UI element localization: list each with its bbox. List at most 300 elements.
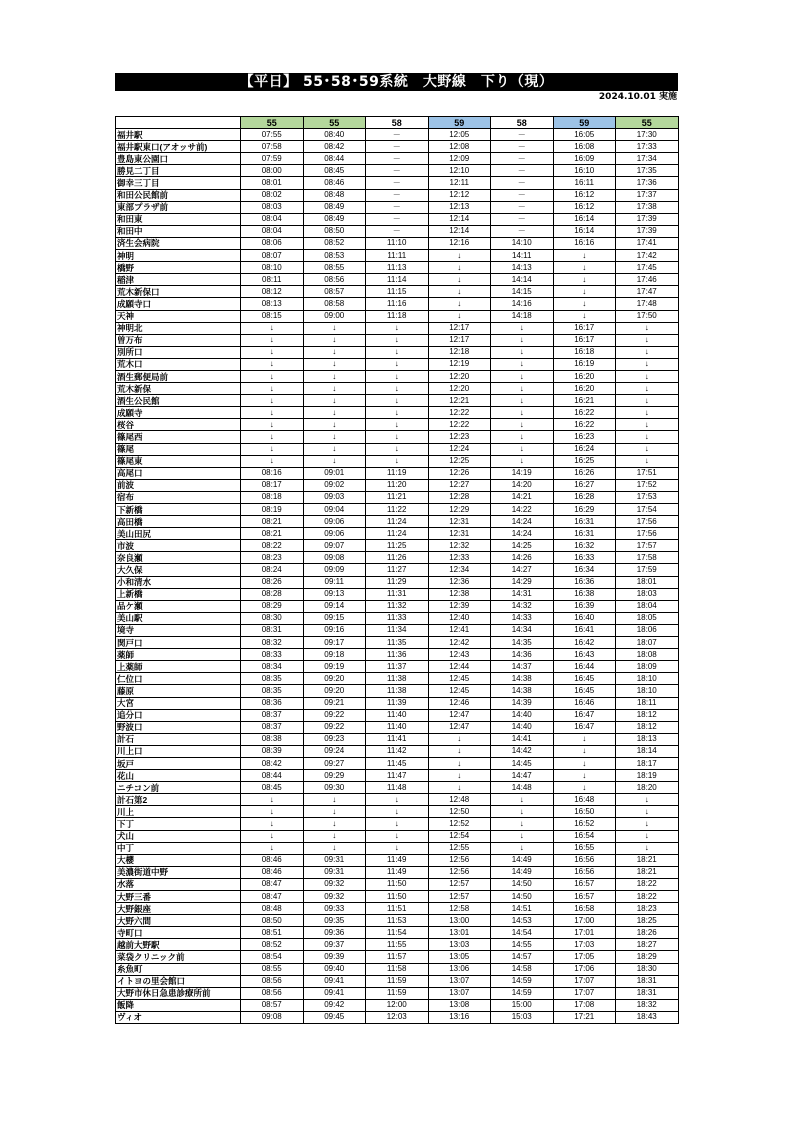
table-row	[116, 310, 679, 322]
stop-name: 和田公民館前	[116, 189, 241, 201]
departure-time: ↓	[366, 806, 429, 818]
departure-time: 08:19	[241, 504, 304, 516]
departure-time: 18:27	[616, 939, 679, 951]
table-row	[116, 407, 679, 419]
stop-name: ニチコン前	[116, 782, 241, 794]
departure-time: 14:11	[491, 250, 554, 262]
departure-time: 09:01	[303, 467, 366, 479]
departure-time: －	[366, 177, 429, 189]
departure-time: ↓	[616, 818, 679, 830]
departure-time: 07:59	[241, 153, 304, 165]
stop-name: 関戸口	[116, 637, 241, 649]
departure-time: 16:39	[553, 600, 616, 612]
table-row	[116, 250, 679, 262]
table-row	[116, 987, 679, 999]
table-row	[116, 153, 679, 165]
departure-time: 14:32	[491, 600, 554, 612]
departure-time: ↓	[616, 383, 679, 395]
departure-time: 17:42	[616, 250, 679, 262]
departure-time: 17:41	[616, 237, 679, 249]
departure-time: ↓	[241, 794, 304, 806]
departure-time: ↓	[491, 431, 554, 443]
departure-time: 12:41	[428, 624, 491, 636]
departure-time: 12:52	[428, 818, 491, 830]
stop-name: 犬山	[116, 830, 241, 842]
departure-time: ↓	[366, 455, 429, 467]
departure-time: 09:40	[303, 963, 366, 975]
departure-time: 12:43	[428, 649, 491, 661]
departure-time: 08:52	[241, 939, 304, 951]
departure-time: －	[491, 153, 554, 165]
departure-time: ↓	[491, 358, 554, 370]
stop-name: 大宮	[116, 697, 241, 709]
departure-time: 12:55	[428, 842, 491, 854]
departure-time: ↓	[491, 443, 554, 455]
table-row	[116, 479, 679, 491]
table-row	[116, 915, 679, 927]
departure-time: 12:47	[428, 709, 491, 721]
departure-time: 09:41	[303, 987, 366, 999]
departure-time: 09:18	[303, 649, 366, 661]
departure-time: 17:39	[616, 225, 679, 237]
departure-time: ↓	[366, 794, 429, 806]
departure-time: ↓	[303, 395, 366, 407]
table-row	[116, 951, 679, 963]
departure-time: 17:52	[616, 479, 679, 491]
stop-name: 下新橋	[116, 504, 241, 516]
departure-time: 13:16	[428, 1011, 491, 1023]
departure-time: 12:31	[428, 516, 491, 528]
departure-time: 12:36	[428, 576, 491, 588]
departure-time: 18:25	[616, 915, 679, 927]
departure-time: 08:49	[303, 201, 366, 213]
departure-time: ↓	[428, 733, 491, 745]
departure-time: 17:03	[553, 939, 616, 951]
departure-time: 12:22	[428, 419, 491, 431]
departure-time: 11:53	[366, 915, 429, 927]
departure-time: 18:30	[616, 963, 679, 975]
departure-time: 14:31	[491, 588, 554, 600]
departure-time: 17:21	[553, 1011, 616, 1023]
departure-time: 17:00	[553, 915, 616, 927]
table-row	[116, 963, 679, 975]
departure-time: 08:26	[241, 576, 304, 588]
departure-time: 08:37	[241, 709, 304, 721]
departure-time: 17:38	[616, 201, 679, 213]
departure-time: 11:21	[366, 491, 429, 503]
departure-time: 14:58	[491, 963, 554, 975]
departure-time: ↓	[491, 407, 554, 419]
departure-time: 14:59	[491, 975, 554, 987]
departure-time: 14:55	[491, 939, 554, 951]
departure-time: 09:03	[303, 491, 366, 503]
stop-name: 菜袋クリニック前	[116, 951, 241, 963]
departure-time: ↓	[553, 274, 616, 286]
departure-time: 11:42	[366, 745, 429, 757]
timetable-title: 【平日】 55･58･59系統 大野線 下り（現）	[115, 73, 678, 91]
table-row	[116, 624, 679, 636]
stop-name: 大櫻	[116, 854, 241, 866]
departure-time: 11:36	[366, 649, 429, 661]
departure-time: 12:46	[428, 697, 491, 709]
effective-date: 2024.10.01 実施	[598, 92, 677, 102]
stop-name: 上新橋	[116, 588, 241, 600]
departure-time: 08:42	[303, 141, 366, 153]
table-row	[116, 588, 679, 600]
departure-time: 09:06	[303, 528, 366, 540]
departure-time: 17:37	[616, 189, 679, 201]
stop-name: 小和清水	[116, 576, 241, 588]
departure-time: ↓	[366, 322, 429, 334]
departure-time: ↓	[303, 358, 366, 370]
departure-time: 16:58	[553, 903, 616, 915]
departure-time: 14:40	[491, 709, 554, 721]
departure-time: ↓	[616, 334, 679, 346]
departure-time: 14:53	[491, 915, 554, 927]
departure-time: 12:24	[428, 443, 491, 455]
departure-time: 08:56	[241, 975, 304, 987]
departure-time: ↓	[366, 431, 429, 443]
table-row	[116, 1011, 679, 1023]
departure-time: 08:50	[241, 915, 304, 927]
departure-time: 16:05	[553, 129, 616, 141]
table-row	[116, 685, 679, 697]
departure-time: 16:40	[553, 612, 616, 624]
departure-time: ↓	[616, 806, 679, 818]
departure-time: 12:34	[428, 564, 491, 576]
departure-time: ↓	[553, 310, 616, 322]
departure-time: ↓	[616, 358, 679, 370]
departure-time: 08:46	[303, 177, 366, 189]
departure-time: 12:22	[428, 407, 491, 419]
departure-time: 11:13	[366, 262, 429, 274]
table-row	[116, 709, 679, 721]
departure-time: ↓	[616, 842, 679, 854]
departure-time: 09:36	[303, 927, 366, 939]
table-row	[116, 504, 679, 516]
departure-time: 18:43	[616, 1011, 679, 1023]
departure-time: 16:17	[553, 322, 616, 334]
departure-time: ↓	[491, 370, 554, 382]
table-row	[116, 274, 679, 286]
departure-time: 12:11	[428, 177, 491, 189]
departure-time: 16:10	[553, 165, 616, 177]
departure-time: 16:20	[553, 370, 616, 382]
departure-time: 12:16	[428, 237, 491, 249]
departure-time: 18:13	[616, 733, 679, 745]
departure-time: 16:42	[553, 637, 616, 649]
departure-time: －	[491, 141, 554, 153]
departure-time: ↓	[366, 383, 429, 395]
departure-time: 09:08	[241, 1011, 304, 1023]
table-row	[116, 770, 679, 782]
departure-time: 11:29	[366, 576, 429, 588]
departure-time: 11:33	[366, 612, 429, 624]
departure-time: 12:05	[428, 129, 491, 141]
departure-time: 11:49	[366, 854, 429, 866]
departure-time: 18:08	[616, 649, 679, 661]
departure-time: 08:01	[241, 177, 304, 189]
departure-time: 12:00	[366, 999, 429, 1011]
departure-time: 17:05	[553, 951, 616, 963]
departure-time: 16:28	[553, 491, 616, 503]
departure-time: ↓	[366, 358, 429, 370]
departure-time: 09:19	[303, 661, 366, 673]
departure-time: 08:35	[241, 685, 304, 697]
departure-time: ↓	[303, 431, 366, 443]
departure-time: 08:45	[303, 165, 366, 177]
departure-time: ↓	[241, 806, 304, 818]
stop-name: 橋野	[116, 262, 241, 274]
departure-time: 08:24	[241, 564, 304, 576]
departure-time: 08:48	[303, 189, 366, 201]
stop-name: 大野銀座	[116, 903, 241, 915]
departure-time: 17:59	[616, 564, 679, 576]
departure-time: 08:12	[241, 286, 304, 298]
departure-time: ↓	[616, 370, 679, 382]
departure-time: 08:34	[241, 661, 304, 673]
departure-time: 18:26	[616, 927, 679, 939]
table-row	[116, 697, 679, 709]
departure-time: 14:21	[491, 491, 554, 503]
departure-time: 14:24	[491, 516, 554, 528]
departure-time: 16:57	[553, 891, 616, 903]
departure-time: 08:56	[241, 987, 304, 999]
departure-time: 08:50	[303, 225, 366, 237]
departure-time: ↓	[491, 346, 554, 358]
departure-time: ↓	[553, 262, 616, 274]
stop-name: 高尾口	[116, 467, 241, 479]
departure-time: ↓	[241, 383, 304, 395]
departure-time: 11:40	[366, 709, 429, 721]
departure-time: 14:36	[491, 649, 554, 661]
departure-time: 12:09	[428, 153, 491, 165]
departure-time: 11:39	[366, 697, 429, 709]
table-row	[116, 600, 679, 612]
departure-time: 16:18	[553, 346, 616, 358]
departure-time: 09:00	[303, 310, 366, 322]
departure-time: 17:46	[616, 274, 679, 286]
stop-name: 和田中	[116, 225, 241, 237]
departure-time: 16:22	[553, 419, 616, 431]
departure-time: 14:54	[491, 927, 554, 939]
departure-time: ↓	[241, 334, 304, 346]
stop-name: 曽万布	[116, 334, 241, 346]
departure-time: ↓	[366, 419, 429, 431]
departure-time: ↓	[241, 358, 304, 370]
departure-time: 09:06	[303, 516, 366, 528]
departure-time: ↓	[303, 370, 366, 382]
departure-time: 08:57	[241, 999, 304, 1011]
stop-name: 荒木口	[116, 358, 241, 370]
departure-time: 16:08	[553, 141, 616, 153]
departure-time: 09:22	[303, 721, 366, 733]
stop-name: 境寺	[116, 624, 241, 636]
departure-time: ↓	[303, 407, 366, 419]
departure-time: 12:31	[428, 528, 491, 540]
departure-time: 16:25	[553, 455, 616, 467]
departure-time: 08:44	[303, 153, 366, 165]
departure-time: 09:31	[303, 866, 366, 878]
table-row	[116, 903, 679, 915]
departure-time: ↓	[491, 455, 554, 467]
departure-time: 08:44	[241, 770, 304, 782]
departure-time: 08:56	[303, 274, 366, 286]
table-row	[116, 927, 679, 939]
departure-time: ↓	[241, 455, 304, 467]
departure-time: 16:38	[553, 588, 616, 600]
departure-time: ↓	[428, 298, 491, 310]
departure-time: 09:21	[303, 697, 366, 709]
departure-time: 17:53	[616, 491, 679, 503]
stop-name: 荒木新保口	[116, 286, 241, 298]
stop-name: 坂戸	[116, 757, 241, 769]
departure-time: 08:37	[241, 721, 304, 733]
departure-time: 12:14	[428, 213, 491, 225]
departure-time: 17:45	[616, 262, 679, 274]
stop-name: 豊島東公園口	[116, 153, 241, 165]
departure-time: 12:14	[428, 225, 491, 237]
departure-time: ↓	[491, 383, 554, 395]
route-number-header: 59	[428, 117, 491, 129]
departure-time: 12:18	[428, 346, 491, 358]
departure-time: 12:25	[428, 455, 491, 467]
table-row	[116, 419, 679, 431]
departure-time: ↓	[366, 407, 429, 419]
departure-time: 09:16	[303, 624, 366, 636]
departure-time: 11:48	[366, 782, 429, 794]
departure-time: 12:17	[428, 322, 491, 334]
departure-time: 16:12	[553, 189, 616, 201]
departure-time: 12:57	[428, 878, 491, 890]
departure-time: －	[366, 189, 429, 201]
departure-time: 09:13	[303, 588, 366, 600]
departure-time: 17:50	[616, 310, 679, 322]
departure-time: 18:31	[616, 975, 679, 987]
stop-name: 上薬師	[116, 661, 241, 673]
table-row	[116, 129, 679, 141]
departure-time: 16:21	[553, 395, 616, 407]
departure-time: 14:38	[491, 673, 554, 685]
stop-name: 成願寺	[116, 407, 241, 419]
stop-column-header	[116, 117, 241, 129]
departure-time: 17:07	[553, 987, 616, 999]
departure-time: 13:07	[428, 975, 491, 987]
departure-time: 08:30	[241, 612, 304, 624]
departure-time: 17:33	[616, 141, 679, 153]
departure-time: 18:10	[616, 673, 679, 685]
departure-time: 16:56	[553, 866, 616, 878]
departure-time: 11:51	[366, 903, 429, 915]
departure-time: 09:35	[303, 915, 366, 927]
stop-name: 大久保	[116, 564, 241, 576]
departure-time: 08:51	[241, 927, 304, 939]
departure-time: 14:25	[491, 540, 554, 552]
departure-time: 11:26	[366, 552, 429, 564]
departure-time: ↓	[616, 407, 679, 419]
departure-time: 11:58	[366, 963, 429, 975]
departure-time: 16:45	[553, 673, 616, 685]
departure-time: 12:33	[428, 552, 491, 564]
departure-time: 08:38	[241, 733, 304, 745]
departure-time: 09:27	[303, 757, 366, 769]
departure-time: 17:58	[616, 552, 679, 564]
stop-name: 中丁	[116, 842, 241, 854]
departure-time: 12:47	[428, 721, 491, 733]
departure-time: 08:48	[241, 903, 304, 915]
departure-time: 08:28	[241, 588, 304, 600]
departure-time: 16:43	[553, 649, 616, 661]
departure-time: 18:32	[616, 999, 679, 1011]
departure-time: 08:23	[241, 552, 304, 564]
departure-time: ↓	[553, 745, 616, 757]
departure-time: ↓	[366, 334, 429, 346]
departure-time: 16:09	[553, 153, 616, 165]
departure-time: 11:16	[366, 298, 429, 310]
table-row	[116, 540, 679, 552]
departure-time: 09:08	[303, 552, 366, 564]
departure-time: ↓	[428, 250, 491, 262]
departure-time: ↓	[616, 395, 679, 407]
departure-time: 08:10	[241, 262, 304, 274]
departure-time: 12:56	[428, 866, 491, 878]
departure-time: 11:35	[366, 637, 429, 649]
table-row	[116, 649, 679, 661]
departure-time: ↓	[616, 794, 679, 806]
departure-time: 08:17	[241, 479, 304, 491]
stop-name: 前波	[116, 479, 241, 491]
stop-name: 成願寺口	[116, 298, 241, 310]
departure-time: 09:31	[303, 854, 366, 866]
departure-time: ↓	[366, 395, 429, 407]
departure-time: 14:38	[491, 685, 554, 697]
stop-name: 福井駅	[116, 129, 241, 141]
departure-time: 14:20	[491, 479, 554, 491]
departure-time: 16:48	[553, 794, 616, 806]
stop-name: 川上口	[116, 745, 241, 757]
stop-name: 仁位口	[116, 673, 241, 685]
departure-time: 16:56	[553, 854, 616, 866]
table-row	[116, 455, 679, 467]
departure-time: 09:09	[303, 564, 366, 576]
departure-time: 11:22	[366, 504, 429, 516]
table-row	[116, 999, 679, 1011]
departure-time: ↓	[303, 419, 366, 431]
departure-time: 08:33	[241, 649, 304, 661]
departure-time: 11:59	[366, 975, 429, 987]
departure-time: ↓	[491, 334, 554, 346]
departure-time: 11:32	[366, 600, 429, 612]
departure-time: 12:56	[428, 854, 491, 866]
departure-time: 14:22	[491, 504, 554, 516]
departure-time: 17:51	[616, 467, 679, 479]
departure-time: 16:14	[553, 213, 616, 225]
departure-time: 16:22	[553, 407, 616, 419]
departure-time: 16:31	[553, 516, 616, 528]
departure-time: 15:03	[491, 1011, 554, 1023]
departure-time: 08:00	[241, 165, 304, 177]
departure-time: 08:11	[241, 274, 304, 286]
departure-time: ↓	[366, 818, 429, 830]
departure-time: 18:29	[616, 951, 679, 963]
departure-time: 09:20	[303, 673, 366, 685]
departure-time: ↓	[491, 794, 554, 806]
stop-name: 美山駅	[116, 612, 241, 624]
departure-time: ↓	[491, 322, 554, 334]
departure-time: 12:45	[428, 685, 491, 697]
table-row	[116, 334, 679, 346]
departure-time: 16:16	[553, 237, 616, 249]
